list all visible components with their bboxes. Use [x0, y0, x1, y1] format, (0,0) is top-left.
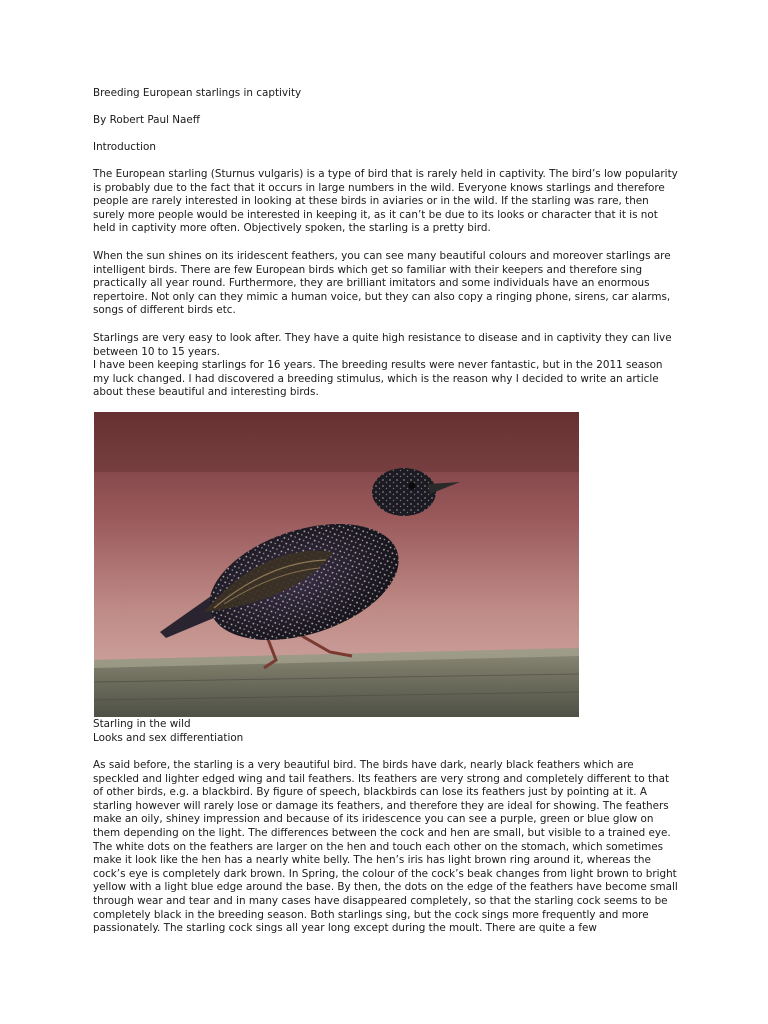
- paragraph-looks: As said before, the starling is a very beautiful bird. The birds have dark, nearly black feathers which are speckled and lighter edged wing and tail feathers. Its feathers are very strong and completely different to that of other birds, e.g. a blackbird. By figure of speech, blackbirds can lose its feathers just by pointing at it. A starling however will rarely lose or damage its feathers, and therefore they are ideal for showing. The feathers make an oily, shiney impression and because of its iridescence you can see a purple, green or blue glow on them depending on the light. The differences between the cock and hen are small, but visible to a trained eye. The white dots on the feathers are larger on the hen and touch each other on the stomach, which sometimes make it look like the hen has a nearly white belly. The hen’s iris has light brown ring around it, whereas the cock’s eye is completely dark brown. In Spring, the colour of the cock’s beak changes from light brown to bright yellow with a light blue edge around the base. By then, the dots on the edge of the feathers have become small through wear and tear and in many cases have disappeared completely, so that the starling cock seems to be completely black in the breeding season. Both starlings sing, but the cock sings more frequently and more passionately. The starling cock sings all year long except during the moult. There are quite a few: [93, 759, 678, 935]
- document-author: By Robert Paul Naeff: [93, 114, 200, 126]
- section-heading-introduction: Introduction: [93, 141, 156, 153]
- section-heading-looks: Looks and sex differentiation: [93, 732, 244, 744]
- photo-caption: Starling in the wild: [93, 718, 191, 730]
- paragraph-intro-4: I have been keeping starlings for 16 years. The breeding results were never fantastic, but in the 2011 season my luck changed. I had discovered a breeding stimulus, which is the reason why I decided to write an article about these beautiful and interesting birds.: [93, 359, 663, 399]
- paragraph-intro-3: Starlings are very easy to look after. They have a quite high resistance to disease and in captivity they can live between 10 to 15 years.: [93, 332, 672, 358]
- starling-photo: [94, 412, 579, 717]
- document-title: Breeding European starlings in captivity: [93, 87, 302, 99]
- paragraph-intro-2: When the sun shines on its iridescent feathers, you can see many beautiful colours and moreover starlings are intelligent birds. There are few European birds which get so familiar with their keepers and therefore sing practically all year round. Furthermore, they are brilliant imitators and some individuals have an enormous repertoire. Not only can they mimic a human voice, but they can also copy a ringing phone, sirens, car alarms, songs of different birds etc.: [93, 250, 671, 317]
- paragraph-intro-1: The European starling (Sturnus vulgaris) is a type of bird that is rarely held in captivity. The bird’s low popularity is probably due to the fact that it occurs in large numbers in the wild. Everyone knows starlings and therefore people are rarely interested in looking at these birds in aviaries or in the wild. If the starling was rare, then surely more people would be interested in keeping it, as it can’t be due to its looks or character that it is not held in captivity more often. Objectively spoken, the starling is a pretty bird.: [93, 168, 678, 235]
